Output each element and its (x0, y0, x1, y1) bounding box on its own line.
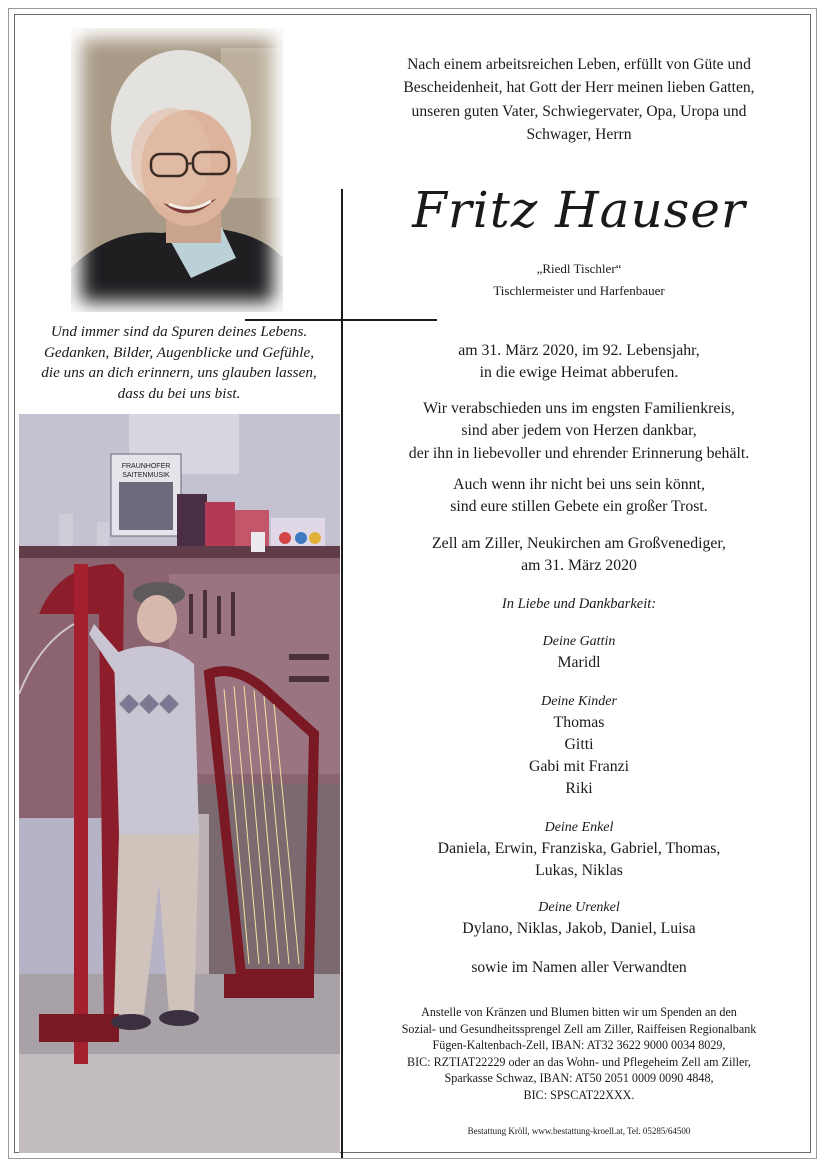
portrait-vignette (71, 28, 283, 312)
intro-line: Schwager, Herrn (526, 125, 632, 143)
grandchildren-label: Deine Enkel (544, 820, 614, 835)
quote-line: Gedanken, Bilder, Augenblicke und Gefühle, (43, 343, 315, 361)
memorial-quote (20, 322, 338, 404)
child-name: Gabi mit Franzi (528, 758, 630, 775)
quote-line: Und immer sind da Spuren deines Lebens. (50, 323, 308, 340)
place-date (345, 533, 813, 578)
farewell-line: Wir verabschieden uns im engsten Familienkreis, (423, 400, 735, 417)
profession: Tischlermeister und Harfenbauer (493, 283, 665, 298)
donation-line: Fügen-Kaltenbach-Zell, IBAN: AT32 3622 9000 0034 8029, (432, 1038, 726, 1053)
wife-name: Maridl (557, 654, 601, 671)
farewell-text (345, 398, 813, 465)
intro-line: unseren guten Vater, Schwiegervater, Opa, Uropa und (411, 102, 747, 120)
nickname-block (345, 258, 813, 302)
prayer-line: Auch wenn ihr nicht bei uns sein könnt, (453, 476, 705, 493)
deceased-name: Fritz Hauser (412, 181, 746, 239)
death-notice (345, 340, 813, 385)
quote-line: dass du bei uns bist. (117, 384, 241, 402)
poster-title: FRAUNHOFER (121, 463, 171, 470)
quote-line: die uns an dich erinnern, uns glauben lassen, (41, 364, 317, 381)
donation-line: BIC: SPSCAT22XXX. (523, 1087, 635, 1102)
children-label: Deine Kinder (541, 694, 617, 709)
donation-note (345, 1004, 813, 1104)
donation-line: BIC: RZTIAT22229 oder an das Wohn- und Pflegeheim Zell am Ziller, (407, 1054, 751, 1069)
wife-label: Deine Gattin (542, 634, 616, 649)
family-grandchildren (345, 818, 813, 882)
donation-line: Sozial- und Gesundheitssprengel Zell am Ziller, Raiffeisen Regionalbank (401, 1021, 757, 1036)
intro-text (345, 53, 813, 146)
poster-subtitle: SAITENMUSIK (122, 472, 170, 479)
place-date-line: am 31. März 2020 (521, 557, 637, 575)
grandchildren-line: Lukas, Niklas (535, 862, 623, 879)
gratitude-heading: In Liebe und Dankbarkeit: (501, 596, 657, 612)
death-line: am 31. März 2020, im 92. Lebensjahr, (458, 342, 700, 359)
grandchildren-line: Daniela, Erwin, Franziska, Gabriel, Thomas, (437, 840, 721, 857)
donation-line: Anstelle von Kränzen und Blumen bitten wir um Spenden an den (421, 1005, 737, 1019)
intro-line: Nach einem arbeitsreichen Leben, erfüllt von Güte und (407, 56, 751, 73)
greatgrandchildren-names: Dylano, Niklas, Jakob, Daniel, Luisa (462, 920, 696, 937)
child-name: Gitti (564, 736, 594, 753)
prayer-text (345, 474, 813, 519)
greatgrandchildren-label: Deine Urenkel (538, 900, 620, 915)
child-name: Riki (565, 780, 593, 797)
death-line: in die ewige Heimat abberufen. (479, 364, 679, 382)
portrait-photo (71, 28, 283, 312)
relatives-line: sowie im Namen aller Verwandten (471, 959, 687, 976)
child-name: Thomas (553, 714, 605, 731)
donation-line: Sparkasse Schwaz, IBAN: AT50 2051 0009 0090 4848, (444, 1071, 714, 1086)
cross-vertical (341, 189, 343, 1158)
workshop-illustration (19, 414, 340, 1153)
farewell-line: der ihn in liebevoller und ehrender Erinnerung behält. (408, 444, 750, 462)
nickname: „Riedl Tischler“ (536, 261, 622, 276)
funeral-home-footer: Bestattung Kröll, www.bestattung-kroell.at, Tel. 05285/64500 (467, 1126, 691, 1136)
workshop-photo (19, 414, 340, 1153)
family-wife (345, 632, 813, 674)
farewell-line: sind aber jedem von Herzen dankbar, (461, 422, 697, 440)
prayer-line: sind eure stillen Gebete ein großer Trost. (450, 498, 708, 516)
family-greatgrandchildren (345, 898, 813, 940)
cross-horizontal (245, 319, 437, 321)
intro-line: Bescheidenheit, hat Gott der Herr meinen lieben Gatten, (403, 79, 755, 97)
family-children (345, 692, 813, 800)
place-date-line: Zell am Ziller, Neukirchen am Großvenediger, (432, 535, 726, 552)
